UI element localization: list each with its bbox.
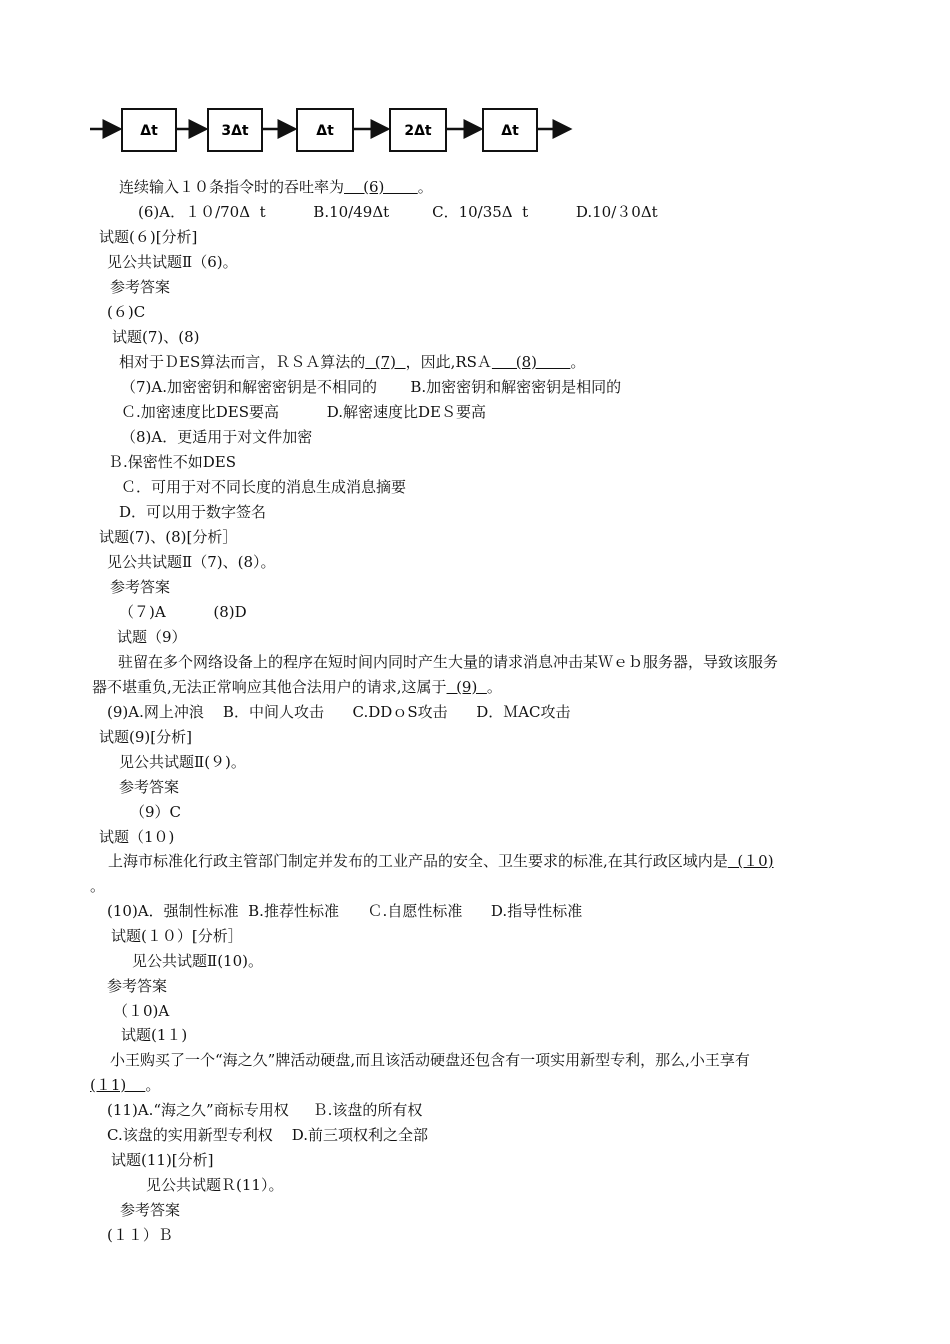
text-segment: （9）C: [130, 803, 182, 821]
text-line: [132, 951, 263, 971]
text-segment: 试题(６)[分析]: [99, 228, 198, 246]
pipeline-stage-5-label: Δt: [501, 123, 519, 139]
text-line: [121, 1025, 187, 1045]
text-line: [107, 1100, 422, 1120]
text-line: [120, 1200, 180, 1220]
text-line: [90, 1075, 160, 1095]
text-segment: 见公共试题Ⅱ（6)。: [107, 253, 238, 271]
text-line: [119, 502, 266, 522]
text-segment: Ｂ.保密性不如DES: [108, 453, 237, 471]
text-line: [107, 1225, 173, 1245]
text-segment: (9)A.网上冲浪 B．中间人攻击 C.DDｏS攻击 D．ＭAC攻击: [107, 703, 571, 721]
text-segment: 试题（1０): [99, 828, 175, 846]
text-line: [107, 252, 238, 272]
text-segment: （7)A.加密密钥和解密密钥是不相同的 B.加密密钥和解密密钥是相同的: [121, 378, 622, 396]
text-line: [119, 752, 246, 772]
text-line: [110, 1050, 750, 1070]
text-segment: （７)A (8)D: [119, 603, 247, 621]
answer-blank: (9): [446, 678, 487, 696]
text-segment: D．可以用于数字签名: [119, 503, 267, 521]
text-segment: 参考答案: [119, 778, 180, 796]
text-segment: (6)A．１０/70Δ t B.10/49Δt C．10/35Δ t D.10/３0Δt: [138, 203, 658, 221]
text-segment: 连续输入１０条指令时的吞吐率为: [119, 178, 345, 196]
pipeline-stage-2-label: 3Δt: [221, 123, 249, 139]
answer-blank: (１0): [727, 852, 774, 870]
text-line: [90, 876, 105, 896]
text-line: [119, 177, 433, 197]
text-line: [111, 926, 243, 946]
text-line: [99, 727, 192, 747]
text-segment: 参考答案: [120, 1201, 181, 1219]
text-line: [121, 377, 621, 397]
text-segment: (11)A.“海之久”商标专用权 Ｂ.该盘的所有权: [107, 1101, 423, 1119]
answer-blank: (7): [365, 353, 406, 371]
text-line: [130, 802, 181, 822]
answer-blank: (１1): [90, 1076, 146, 1094]
text-segment: 试题(7)、(8): [112, 328, 200, 346]
text-line: [138, 202, 658, 222]
text-segment: 相对于ＤES算法而言，ＲＳＡ算法的: [119, 353, 366, 371]
text-line: [112, 327, 200, 347]
text-segment: （8)A．更适用于对文件加密: [121, 428, 313, 446]
text-segment: 小王购买了一个“海之久”牌活动硬盘,而且该活动硬盘还包含有一项实用新型专利，那么,小王享有: [110, 1051, 750, 1069]
text-line: [107, 976, 167, 996]
text-line: [118, 652, 778, 672]
text-line: [121, 427, 312, 447]
pipeline-stage-1-label: Δt: [140, 123, 158, 139]
text-segment: 。: [90, 877, 106, 895]
text-segment: C.该盘的实用新型专利权 D.前三项权利之全部: [107, 1126, 429, 1144]
text-segment: (１１）Ｂ: [107, 1226, 173, 1244]
text-segment: Ｃ．可用于对不同长度的消息生成消息摘要: [121, 478, 407, 496]
text-line: [146, 1175, 283, 1195]
text-line: [107, 901, 582, 921]
text-line: [113, 1001, 169, 1021]
text-segment: 。: [417, 178, 433, 196]
text-line: [92, 677, 502, 697]
text-segment: 见公共试题Ｒ(11）。: [146, 1176, 284, 1194]
text-line: [99, 827, 174, 847]
text-line: [110, 577, 170, 597]
pipeline-stage-4-label: 2Δt: [404, 123, 432, 139]
text-segment: 上海市标准化行政主管部门制定并发布的工业产品的安全、卫生要求的标准,在其行政区域内是: [108, 852, 728, 870]
text-segment: 见公共试题Ⅱ(９)。: [119, 753, 246, 771]
text-segment: (10)A．强制性标准 B.推荐性标准 Ｃ.自愿性标准 D.指导性标准: [107, 902, 583, 920]
text-segment: 试题(1１): [121, 1026, 188, 1044]
answer-blank: (8): [491, 353, 571, 371]
text-line: [119, 777, 179, 797]
text-line: [99, 227, 197, 247]
text-segment: 试题(11)[分析]: [111, 1151, 214, 1169]
text-segment: 器不堪重负,无法正常响应其他合法用户的请求,这属于: [92, 678, 447, 696]
text-segment: 参考答案: [107, 977, 168, 995]
text-segment: (６)C: [107, 303, 146, 321]
text-segment: Ｃ.加密速度比DES要高 D.解密速度比DEＳ要高: [121, 403, 486, 421]
text-line: [107, 1125, 428, 1145]
text-segment: （１0)A: [113, 1002, 170, 1020]
text-line: [121, 477, 406, 497]
text-segment: 试题（9）: [117, 628, 187, 646]
text-segment: 驻留在多个网络设备上的程序在短时间内同时产生大量的请求消息冲击某Ｗｅｂ服务器，导致该服务: [118, 653, 779, 671]
text-line: [107, 302, 145, 322]
text-segment: 试题(9)[分析]: [99, 728, 192, 746]
text-line: [119, 602, 247, 622]
text-segment: 参考答案: [110, 278, 171, 296]
text-line: [107, 552, 276, 572]
text-segment: 参考答案: [110, 578, 171, 596]
text-line: [119, 352, 585, 372]
text-segment: 。: [486, 678, 502, 696]
pipeline-stage-3-label: Δt: [316, 123, 334, 139]
text-line: [108, 452, 236, 472]
text-segment: 。: [145, 1076, 161, 1094]
text-segment: 见公共试题Ⅱ(10)。: [132, 952, 263, 970]
text-segment: 。: [570, 353, 586, 371]
text-line: [99, 527, 237, 547]
text-line: [121, 402, 486, 422]
text-line: [111, 1150, 214, 1170]
pipeline-diagram: [88, 100, 578, 164]
text-segment: 试题(7)、(8)[分析］: [99, 528, 238, 546]
pipeline-svg: [88, 100, 578, 164]
text-segment: 见公共试题Ⅱ（7)、(8）。: [107, 553, 276, 571]
text-line: [107, 702, 571, 722]
text-segment: 试题(１０）[分析］: [111, 927, 243, 945]
text-segment: ，因此,RSＡ: [405, 353, 492, 371]
text-line: [108, 851, 774, 871]
text-line: [110, 277, 170, 297]
text-line: [117, 627, 187, 647]
answer-blank: (6): [344, 178, 418, 196]
